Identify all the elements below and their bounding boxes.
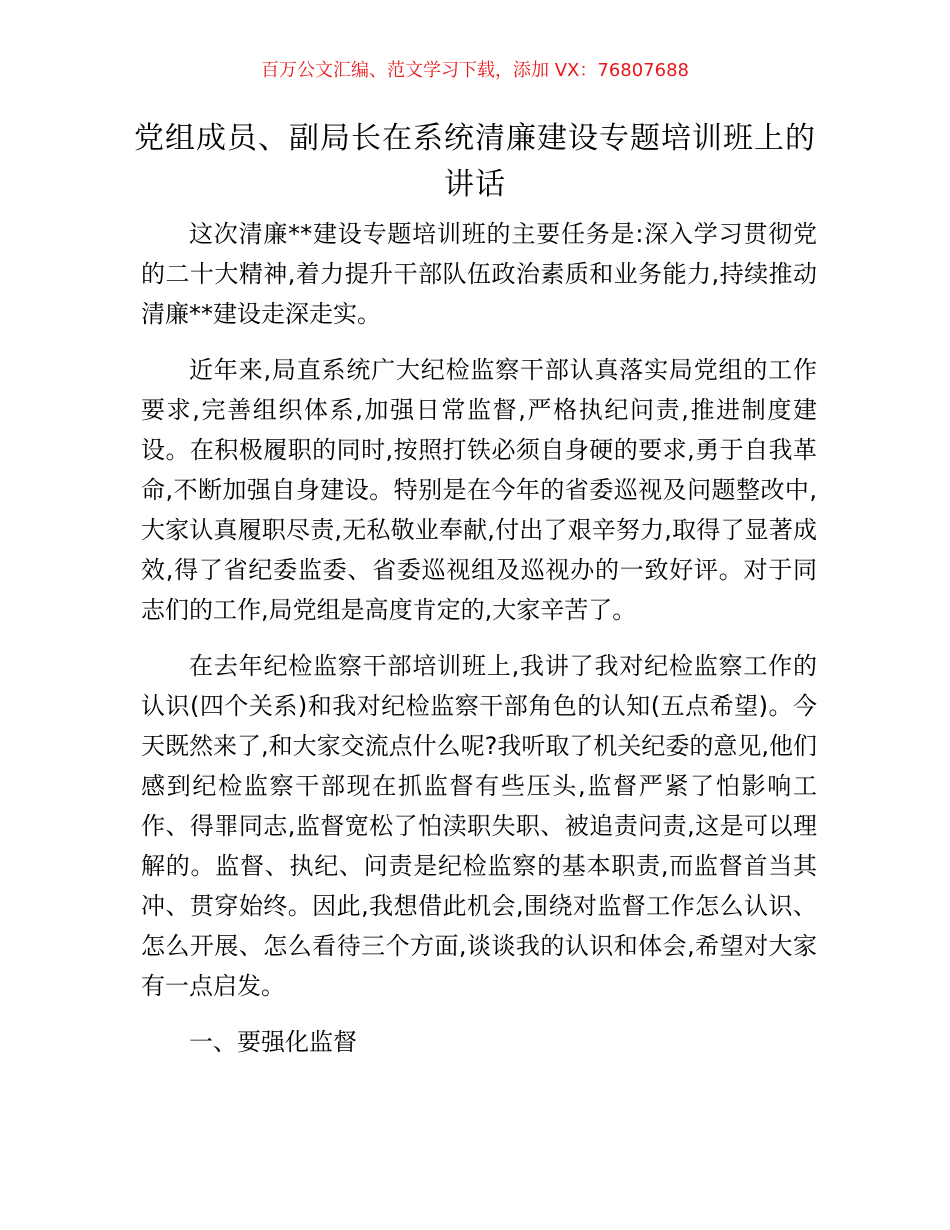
document-body: [141, 214, 817, 1062]
section-heading: 一、要强化监督: [189, 1028, 357, 1056]
paragraph-achievements: 近年来,局直系统广大纪检监察干部认真落实局党组的工作要求,完善组织体系,加强日常监督,严格执纪问责,推进制度建设。在积极履职的同时,按照打铁必须自身硬的要求,勇于自我革命,不断加强自身建设。特别是在今年的省委巡视及问题整改中,大家认真履职尽责,无私敬业奉献,付出了艰辛努力,取得了显著成效,得了省纪委监委、省委巡视组及巡视办的一致好评。对于同志们的工作,局党组是高度肯定的,大家辛苦了。: [141, 356, 817, 624]
paragraph-intro: 这次清廉**建设专题培训班的主要任务是:深入学习贯彻党的二十大精神,着力提升干部队伍政治素质和业务能力,持续推动清廉**建设走深走实。: [141, 220, 817, 328]
header-note: 百万公文汇编、范文学习下载，添加 VX：76807688: [261, 60, 689, 81]
document-title: 党组成员、副局长在系统清廉建设专题培训班上的讲话: [134, 121, 816, 202]
paragraph-topic: 在去年纪检监察干部培训班上,我讲了我对纪检监察工作的认识(四个关系)和我对纪检监察干部角色的认知(五点希望)。今天既然来了,和大家交流点什么呢?我听取了机关纪委的意见,他们感到纪检监察干部现在抓监督有些压头,监督严紧了怕影响工作、得罪同志,监督宽松了怕渎职失职、被追责问责,这是可以理解的。监督、执纪、问责是纪检监察的基本职责,而监督首当其冲、贯穿始终。因此,我想借此机会,围绕对监督工作怎么认识、怎么开展、怎么看待三个方面,谈谈我的认识和体会,希望对大家有一点启发。: [141, 652, 817, 1000]
